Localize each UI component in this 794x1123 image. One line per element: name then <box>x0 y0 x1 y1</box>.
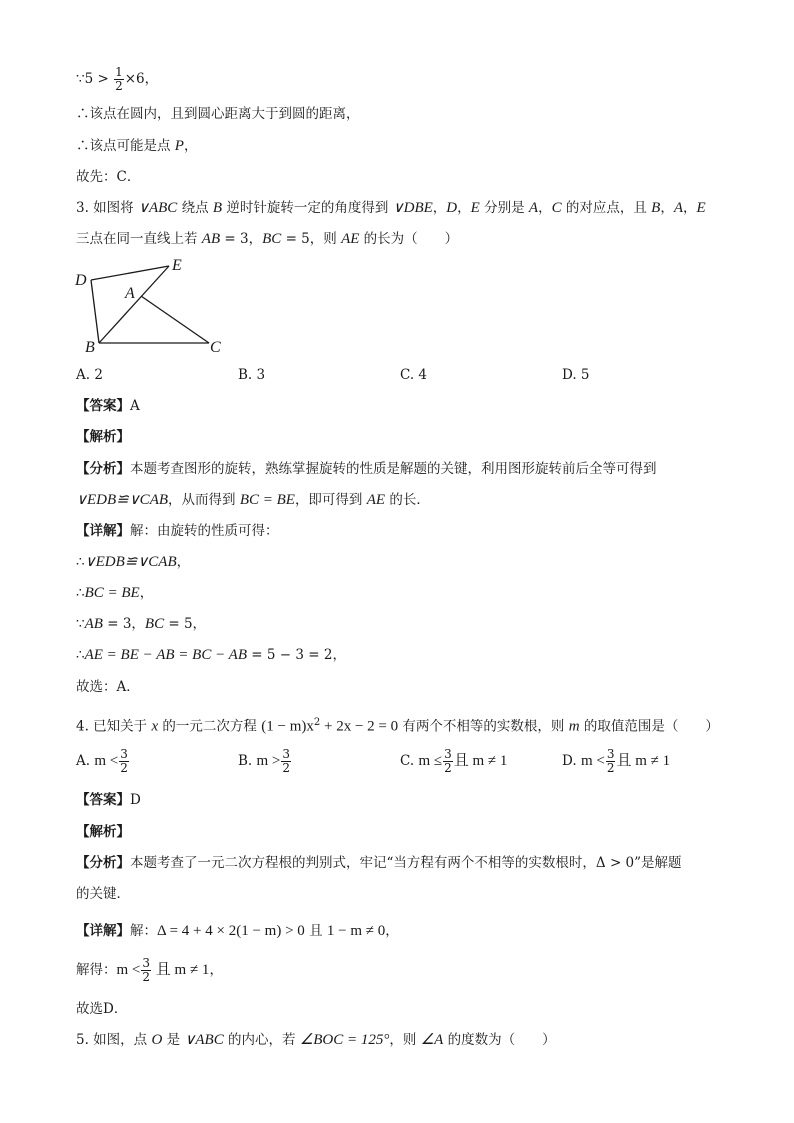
q4-fenxi <box>76 853 682 873</box>
t: 的取值范围是（ ） <box>579 718 719 735</box>
v: E <box>470 200 480 216</box>
num: 3 <box>120 747 128 761</box>
cond: 且 m ≠ 1 <box>453 753 508 769</box>
t: 的内心，若 <box>223 1032 300 1048</box>
label: C. <box>400 753 415 769</box>
answer-value: A <box>130 398 140 414</box>
q3-option-a: A. 2 <box>76 367 103 383</box>
t: ∴ <box>76 585 85 601</box>
detail-tag: 【详解】 <box>76 523 130 539</box>
t: 三点在同一直线上若 <box>76 231 202 247</box>
q3-option-d: D. 5 <box>562 367 590 383</box>
fraction <box>281 748 291 775</box>
premise-text-end: ×6， <box>124 71 159 87</box>
var-p: P <box>174 138 184 154</box>
detail-tag: 【详解】 <box>76 923 130 939</box>
q3-fenxi <box>76 459 657 479</box>
t: = 5， <box>164 616 207 632</box>
rotation-figure <box>72 254 232 358</box>
triangle-abc: ∨ABC <box>184 1032 224 1048</box>
answer-value: D <box>130 792 141 808</box>
v: D <box>446 200 458 216</box>
q4-detail <box>76 921 399 941</box>
detail-text: 解：由旋转的性质可得： <box>130 523 279 539</box>
t: 的一元二次方程 <box>158 718 262 735</box>
premise-line <box>76 66 158 93</box>
angle-boc: ∠BOC = 125° <box>299 1032 390 1048</box>
t: ， <box>683 200 697 216</box>
triangle-dbe: ∨DBE <box>392 200 433 216</box>
t: ， <box>538 200 552 216</box>
answer-tag: 【答案】 <box>76 398 130 414</box>
rel: m ≤ <box>418 753 443 769</box>
segment-ac <box>141 296 209 343</box>
num: 3 <box>444 747 452 761</box>
q3-step3 <box>76 614 206 634</box>
q3-detail <box>76 521 279 541</box>
segment-db <box>91 280 99 343</box>
q3-option-c: C. 4 <box>400 367 428 383</box>
label-e: E <box>172 257 182 274</box>
t: = 5 − 3 = 2， <box>247 647 346 663</box>
q4-option-c <box>400 748 507 775</box>
congruence: ∨EDB≌∨CAB <box>76 492 169 508</box>
eq: BC = BE <box>84 585 140 601</box>
v: O <box>151 1032 163 1048</box>
fenxi-text: 本题考查图形的旋转，熟练掌握旋转的性质是解题的关键，利用图形旋转前后全等可得到 <box>130 461 657 477</box>
condition: 1 − m ≠ 0 <box>326 923 386 939</box>
q4-option-a <box>76 748 130 775</box>
cond: 且 m ≠ 1 <box>616 753 671 769</box>
label: B. <box>238 753 253 769</box>
rel: m < <box>116 962 141 978</box>
t: ， <box>457 200 471 216</box>
t: ∵ <box>76 616 85 632</box>
t: ，即可得到 <box>294 492 367 508</box>
v: m <box>568 718 580 735</box>
equation: (1 − m)x <box>261 718 314 735</box>
v: B <box>212 200 223 216</box>
label-d: D <box>75 272 87 289</box>
t: = 5，则 <box>281 231 342 247</box>
t: 解： <box>130 923 157 939</box>
exponent: 2 <box>313 717 321 728</box>
q3-stem-line2 <box>76 229 458 249</box>
text: ， <box>183 138 198 154</box>
t: ， <box>660 200 674 216</box>
q3-answer <box>76 396 140 416</box>
rel: m < <box>94 753 119 769</box>
t: ∴ <box>76 554 85 570</box>
den: 2 <box>282 761 291 775</box>
q5-stem <box>76 1030 556 1050</box>
t: 有两个不相等的实数根，则 <box>398 718 569 735</box>
v: AB <box>201 231 221 247</box>
q4-stem <box>76 713 719 737</box>
t: ， <box>209 962 223 978</box>
rel: m > <box>256 753 281 769</box>
fraction-denominator: 2 <box>115 79 123 93</box>
v: A <box>528 200 539 216</box>
q3-option-b: B. 3 <box>238 367 266 383</box>
q4-option-d <box>562 748 670 775</box>
q4-analysis-tag <box>76 822 130 842</box>
v: B <box>651 200 661 216</box>
q4-fenxi-line2: 的关键． <box>76 886 130 902</box>
t: 解得： <box>76 962 117 978</box>
t: 且 <box>304 923 327 939</box>
t: ， <box>176 554 191 570</box>
q3-step1 <box>76 552 190 572</box>
q4-solve <box>76 957 223 984</box>
t: ，则 <box>389 1032 421 1048</box>
den: 2 <box>606 761 615 775</box>
congruence: ∨EDB≌∨CAB <box>84 554 177 570</box>
q3-step4 <box>76 645 346 665</box>
analysis-tag: 【解析】 <box>76 429 130 445</box>
equation: + 2x − 2 = 0 <box>320 718 399 735</box>
v: BC <box>144 616 165 632</box>
t: 的度数为（ ） <box>443 1032 556 1048</box>
t: ∴ <box>76 647 85 663</box>
q3-step2 <box>76 583 153 603</box>
q4-option-b <box>238 748 292 775</box>
t: ， <box>432 200 447 216</box>
num: 3 <box>606 747 615 761</box>
text: ∴该点可能是点 <box>76 138 175 154</box>
fraction <box>141 957 151 984</box>
q3-conclusion: 故选：A． <box>76 679 140 695</box>
q3-analysis-tag <box>76 427 130 447</box>
v: AB <box>84 616 103 632</box>
conclusion-line: 故先：C． <box>76 169 141 185</box>
t: = 3， <box>102 616 145 632</box>
eq: AE = BE − AB = BC − AB <box>84 647 248 663</box>
den: 2 <box>120 761 128 775</box>
den: 2 <box>444 761 452 775</box>
discriminant: Δ = 4 + 4 × 2(1 − m) > 0 <box>157 923 305 939</box>
triangle-abc: ∨ABC <box>137 200 178 216</box>
label: D. <box>562 753 577 769</box>
t: 5. 如图，点 <box>76 1032 152 1048</box>
v: BC <box>262 231 282 247</box>
fenxi-text: 本题考查了一元二次方程根的判别式，牢记“当方程有两个不相等的实数根时，Δ > 0”是解题 <box>130 855 682 871</box>
den: 2 <box>142 970 151 984</box>
q3-fenxi-line2 <box>76 490 430 510</box>
v: C <box>551 200 562 216</box>
v: x <box>151 718 159 735</box>
analysis-tag: 【解析】 <box>76 824 130 840</box>
q4-answer <box>76 790 141 810</box>
cond: 且 m ≠ 1 <box>152 962 210 978</box>
fraction <box>606 748 616 775</box>
t: 3. 如图将 <box>76 200 138 216</box>
eq: BC = BE <box>239 492 295 508</box>
segment-be <box>99 266 169 343</box>
inference-line: ∴该点在圆内，且到圆心距离大于到圆的距离， <box>76 106 360 122</box>
t: 的长． <box>385 492 430 508</box>
t: 的对应点，且 <box>561 200 652 216</box>
q3-stem-line1 <box>76 198 706 218</box>
fraction <box>114 66 124 93</box>
fraction <box>119 748 129 775</box>
premise-text: ∵5 > <box>76 71 114 87</box>
label-b: B <box>85 339 95 356</box>
rel: m < <box>580 753 605 769</box>
v: AE <box>341 231 360 247</box>
v: AE <box>366 492 386 508</box>
label: A. <box>76 753 91 769</box>
num: 3 <box>282 747 291 761</box>
t: 逆时针旋转一定的角度得到 <box>222 200 393 216</box>
t: 4. 已知关于 <box>76 718 152 735</box>
label-a: A <box>125 285 135 302</box>
q4-conclusion: 故选D． <box>76 1001 128 1017</box>
angle-a: ∠A <box>420 1032 444 1048</box>
fraction <box>443 748 453 775</box>
t: ，从而得到 <box>168 492 240 508</box>
num: 3 <box>142 956 151 970</box>
t: ， <box>385 923 399 939</box>
t: 的长为（ ） <box>359 231 459 247</box>
t: ， <box>139 585 154 601</box>
t: 绕点 <box>177 200 213 216</box>
fraction-numerator: 1 <box>115 65 123 79</box>
inference-line-2 <box>76 136 197 156</box>
v: A <box>673 200 684 216</box>
v: E <box>696 200 706 216</box>
fenxi-tag: 【分析】 <box>76 855 130 871</box>
label-c: C <box>210 339 221 356</box>
t: 是 <box>162 1032 185 1048</box>
segment-de <box>91 266 169 280</box>
fenxi-tag: 【分析】 <box>76 461 130 477</box>
answer-tag: 【答案】 <box>76 792 130 808</box>
t: = 3， <box>220 231 263 247</box>
t: 分别是 <box>479 200 529 216</box>
